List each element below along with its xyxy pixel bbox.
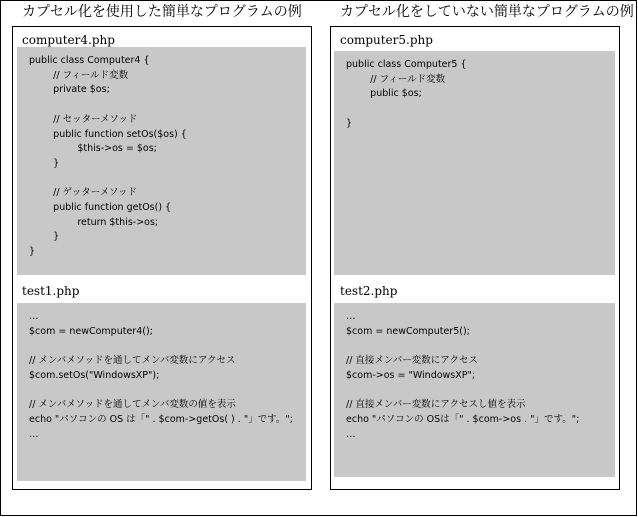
left-top-code: public class Computer4 { // フィールド変数 private $os; // セッターメソッド public function setOs($os) { $this->os = $os; } // ゲッターメソッド public function getOs() { return $this->os; } } xyxy=(29,55,187,258)
left-panel xyxy=(12,26,312,490)
left-bottom-code-box xyxy=(17,303,306,481)
left-bottom-file-label: test1.php xyxy=(22,284,80,298)
right-top-code: public class Computer5 { // フィールド変数 public $os; } xyxy=(346,59,467,129)
right-bottom-code: … $com = newComputer5(); // 直接メンバー変数にアクセス $com->os = "WindowsXP"; // 直接メンバー変数にアクセスし値を表示 echo "パソコンの OSは「" . $com->os . "」です。"; … xyxy=(346,311,580,440)
right-heading: カプセル化をしていない簡単なプログラムの例 xyxy=(340,4,634,20)
left-top-code-box xyxy=(17,47,306,275)
left-bottom-code: … $com = newComputer4(); // メンバメソッドを通してメンバ変数にアクセス $com.setOs("WindowsXP"); // メンバメソッドを通してメンバ変数の値を表示 echo "パソコンの OS は「" . $com->getOs( ) . "」です。"; … xyxy=(29,311,293,440)
left-top-file-label: computer4.php xyxy=(22,33,115,47)
right-top-file-label: computer5.php xyxy=(340,33,433,47)
left-heading: カプセル化を使用した簡単なプログラムの例 xyxy=(22,4,302,20)
right-panel xyxy=(330,26,620,490)
right-top-code-box xyxy=(334,51,615,275)
right-bottom-file-label: test2.php xyxy=(340,284,398,298)
right-bottom-code-box xyxy=(334,303,615,477)
